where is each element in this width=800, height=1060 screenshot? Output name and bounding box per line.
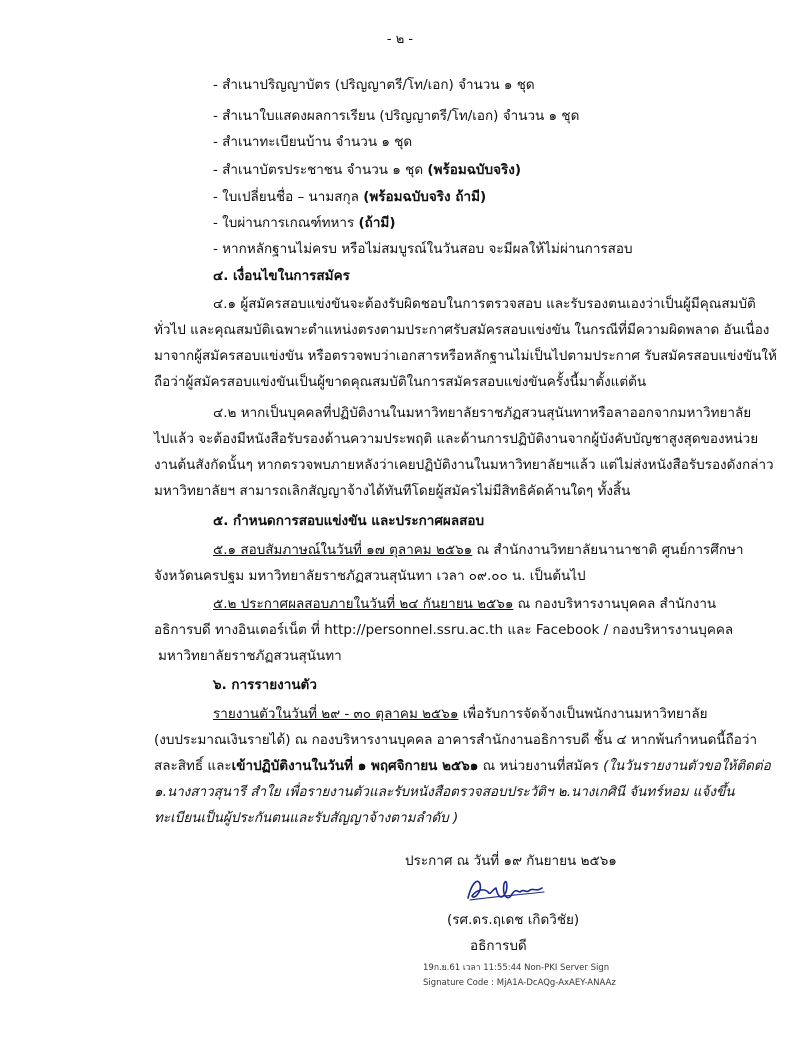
signature-meta-code: Signature Code : MjA1A-DcAQg-AxAEY-ANAAz (423, 978, 616, 988)
section5-p2-line2: อธิการบดี ทางอินเตอร์เน็ต ที่ http://personnel.ssru.ac.th และ Facebook / กองบริหารงานบุคคล (154, 622, 734, 638)
section4-p2-line1: ๔.๒ หากเป็นบุคคลที่ปฏิบัติงานในมหาวิทยาลัยราชภัฏสวนสุนันทาหรือลาออกจากมหาวิทยาลัย (213, 405, 752, 421)
announcement-date: ประกาศ ณ วันที่ ๑๙ กันยายน ๒๕๖๑ (405, 853, 617, 869)
signer-name: (รศ.ดร.ฤเดช เกิดวิชัย) (447, 912, 580, 928)
section5-p1-line1: ๕.๑ สอบสัมภาษณ์ในวันที่ ๑๗ ตุลาคม ๒๕๖๑ ณ สำนักงานวิทยาลัยนานาชาติ ศูนย์การศึกษา (213, 542, 744, 558)
section4-p2-line2: ไปแล้ว จะต้องมีหนังสือรับรองด้านความประพฤติ และด้านการปฏิบัติงานจากผู้บังคับบัญชาสูงสุดของหน่วย (154, 431, 759, 447)
doc-item-6: - ใบผ่านการเกณฑ์ทหาร (ถ้ามี) (213, 215, 396, 231)
section4-p1-line2: ทั่วไป และคุณสมบัติเฉพาะตำแหน่งตรงตามประกาศรับสมัครสอบแข่งขัน ในกรณีที่มีความผิดพลาด อันเนื่อง (154, 322, 770, 338)
signature-image (462, 870, 552, 910)
page-number: - ๒ - (386, 32, 414, 47)
section4-p1-line1: ๔.๑ ผู้สมัครสอบแข่งขันจะต้องรับผิดชอบในการตรวจสอบ และรับรองตนเองว่าเป็นผู้มีคุณสมบัติ (213, 296, 756, 312)
section4-p1-line4: ถือว่าผู้สมัครสอบแข่งขันเป็นผู้ขาดคุณสมบัติในการสมัครสอบแข่งขันครั้งนี้มาตั้งแต่ต้น (154, 374, 647, 390)
section6-line4: ๑.นางสาวสุนารี สำใย เพื่อรายงานตัวและรับหนังสือตรวจสอบประวัติฯ ๒.นางเกศินี จันทร์หอม แจ้งขึ้น (154, 784, 735, 800)
doc-item-7: - หากหลักฐานไม่ครบ หรือไม่สมบูรณ์ในวันสอบ จะมีผลให้ไม่ผ่านการสอบ (213, 241, 633, 257)
section5-heading: ๕. กำหนดการสอบแข่งขัน และประกาศผลสอบ (213, 513, 485, 529)
section4-p2-line4: มหาวิทยาลัยฯ สามารถเลิกสัญญาจ้างได้ทันทีโดยผู้สมัครไม่มีสิทธิคัดค้านใดๆ ทั้งสิ้น (154, 483, 631, 499)
section4-p1-line3: มาจากผู้สมัครสอบแข่งขัน หรือตรวจพบว่าเอกสารหรือหลักฐานไม่เป็นไปตามประกาศ รับสมัครสอบแข่งขันให้ (154, 348, 777, 364)
section6-line3: สละสิทธิ์ และเข้าปฏิบัติงานในวันที่ ๑ พฤศจิกายน ๒๕๖๑ ณ หน่วยงานที่สมัคร (ในวันรายงานตัวขอให้ติดต่อ (154, 758, 771, 774)
section5-p1-line2: จังหวัดนครปฐม มหาวิทยาลัยราชภัฏสวนสุนันทา เวลา ๐๙.๐๐ น. เป็นต้นไป (154, 568, 586, 584)
doc-item-2: - สำเนาใบแสดงผลการเรียน (ปริญญาตรี/โท/เอก) จำนวน ๑ ชุด (213, 108, 580, 124)
signer-title: อธิการบดี (470, 938, 527, 954)
signature-meta-time: 19ก.ย.61 เวลา 11:55:44 Non-PKI Server Sign (423, 963, 610, 973)
section6-line1: รายงานตัวในวันที่ ๒๙ - ๓๐ ตุลาคม ๒๕๖๑ เพื่อรับการจัดจ้างเป็นพนักงานมหาวิทยาลัย (213, 706, 708, 722)
section4-heading: ๔. เงื่อนไขในการสมัคร (213, 268, 350, 284)
doc-item-3: - สำเนาทะเบียนบ้าน จำนวน ๑ ชุด (213, 134, 413, 150)
section5-p2-line3: มหาวิทยาลัยราชภัฏสวนสุนันทา (158, 648, 342, 664)
section6-line5: ทะเบียนเป็นผู้ประกันตนและรับสัญญาจ้างตามลำดับ ) (154, 810, 459, 826)
doc-item-5: - ใบเปลี่ยนชื่อ – นามสกุล (พร้อมฉบับจริง ถ้ามี) (213, 189, 487, 205)
section6-line2: (งบประมาณเงินรายได้) ณ กองบริหารงานบุคคล อาคารสำนักงานอธิการบดี ชั้น ๔ หากพ้นกำหนดนี้ถือว่า (154, 732, 758, 748)
section5-p2-line1: ๕.๒ ประกาศผลสอบภายในวันที่ ๒๔ กันยายน ๒๕๖๑ ณ กองบริหารงานบุคคล สำนักงาน (213, 596, 717, 612)
doc-item-4: - สำเนาบัตรประชาชน จำนวน ๑ ชุด (พร้อมฉบับจริง) (213, 162, 521, 178)
doc-item-1: - สำเนาปริญญาบัตร (ปริญญาตรี/โท/เอก) จำนวน ๑ ชุด (213, 77, 535, 93)
section6-heading: ๖. การรายงานตัว (213, 677, 317, 693)
section4-p2-line3: งานต้นสังกัดนั้นๆ หากตรวจพบภายหลังว่าเคยปฏิบัติงานในมหาวิทยาลัยฯแล้ว แต่ไม่ส่งหนังสือรับรองดังกล่าว (154, 457, 774, 473)
